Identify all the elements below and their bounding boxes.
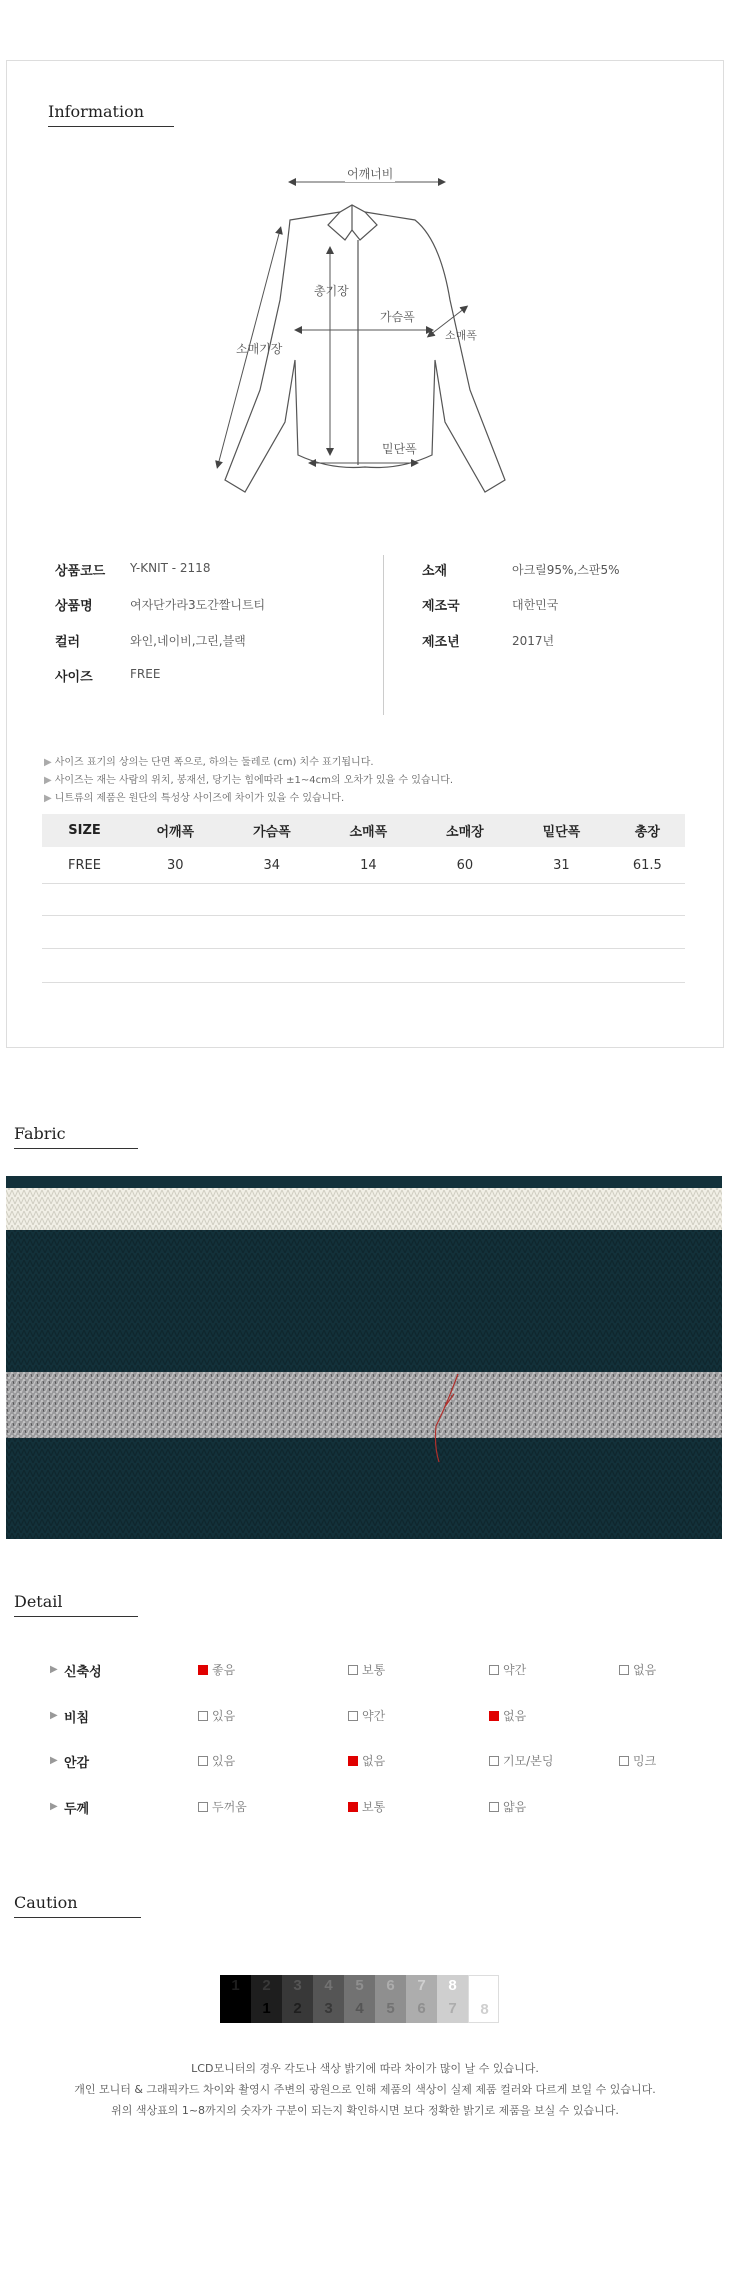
table-cell: 61.5 [610, 847, 685, 884]
swatch-number-bottom: 3 [324, 2000, 333, 2017]
checkbox-icon [198, 1711, 208, 1721]
swatch-number-top: 8 [448, 1977, 457, 1994]
note-item: ▶ 니트류의 제품은 원단의 특성상 사이즈에 차이가 있을 수 있습니다. [44, 793, 345, 804]
spec-color-label: 컬러 [55, 635, 81, 650]
table-header-cell: 밑단폭 [513, 814, 610, 847]
table-cell: FREE [42, 847, 127, 884]
row-bullet-icon: ▶ [50, 1710, 58, 1721]
table-empty-row-line [42, 915, 685, 916]
swatch-number-bottom: 1 [262, 2000, 271, 2017]
transparency-option[interactable]: 있음 [198, 1707, 235, 1724]
swatch-number-bottom: 2 [293, 2000, 302, 2017]
caution-line: 위의 색상표의 1~8까지의 숫자가 구분이 되는지 확인하시면 보다 정확한 밝기로 제품을 보실 수 있습니다. [111, 2104, 619, 2117]
table-header-cell: 어깨폭 [127, 814, 224, 847]
spec-code-value: Y-KNIT - 2118 [130, 561, 211, 575]
detail-label-elasticity: 신축성 [64, 1665, 102, 1680]
table-header-cell: 소매장 [417, 814, 514, 847]
table-header-cell: 총장 [610, 814, 685, 847]
size-table-header [42, 814, 685, 847]
spec-country-value: 대한민국 [512, 598, 559, 612]
detail-label-lining: 안감 [64, 1756, 90, 1771]
brightness-swatch [344, 1975, 375, 2023]
label-sleeve-length: 소매기장 [236, 342, 283, 356]
size-table [42, 814, 685, 884]
checkbox-icon [619, 1756, 629, 1766]
table-header-cell: SIZE [42, 814, 127, 847]
table-cell: 34 [224, 847, 321, 884]
table-header-cell: 소매폭 [320, 814, 417, 847]
detail-label-transparency: 비침 [64, 1711, 90, 1726]
elasticity-option[interactable]: 보통 [348, 1661, 385, 1678]
checkbox-icon [348, 1802, 358, 1812]
thickness-option[interactable]: 얇음 [489, 1798, 526, 1815]
spec-material-label: 소재 [422, 564, 448, 579]
swatch-number-top: 5 [355, 1977, 364, 1994]
swatch-number-bottom: 4 [355, 2000, 364, 2017]
checkbox-icon [489, 1756, 499, 1766]
caution-line: 개인 모니터 & 그래픽카드 차이와 촬영시 주변의 광원으로 인해 제품의 색상이 실제 제품 컬러와 다르게 보일 수 있습니다. [74, 2083, 656, 2096]
detail-title: Detail [14, 1592, 63, 1611]
swatch-number-top: 2 [262, 1977, 271, 1994]
spec-material-value: 아크릴95%,스판5% [512, 563, 620, 577]
thickness-option[interactable]: 두꺼움 [198, 1798, 247, 1815]
fabric-closeup-image [6, 1176, 722, 1539]
brightness-swatch [251, 1975, 282, 2023]
label-chest: 가슴폭 [380, 310, 415, 324]
swatch-number-bottom: 5 [386, 2000, 395, 2017]
fabric-title: Fabric [14, 1124, 66, 1143]
checkbox-icon [348, 1756, 358, 1766]
spec-year-label: 제조년 [422, 635, 460, 650]
spec-size-value: FREE [130, 667, 161, 681]
garment-measure-diagram [200, 160, 530, 500]
label-total-length: 총기장 [314, 284, 349, 298]
swatch-number-top: 1 [231, 1977, 240, 1994]
thickness-option[interactable]: 보통 [348, 1798, 385, 1815]
table-cell: 14 [320, 847, 417, 884]
lining-option[interactable]: 있음 [198, 1752, 235, 1769]
checkbox-icon [348, 1711, 358, 1721]
spec-year-value: 2017년 [512, 634, 555, 648]
checkbox-icon [489, 1665, 499, 1675]
swatch-number-bottom: 8 [480, 2001, 489, 2018]
note-item: ▶ 사이즈는 재는 사람의 위치, 봉재선, 당기는 힘에따라 ±1~4cm의 오차가 있을 수 있습니다. [44, 775, 454, 786]
table-header-cell: 가슴폭 [224, 814, 321, 847]
table-empty-row-line [42, 948, 685, 949]
checkbox-icon [198, 1802, 208, 1812]
detail-title-underline [14, 1616, 138, 1617]
row-bullet-icon: ▶ [50, 1755, 58, 1766]
checkbox-icon [489, 1802, 499, 1812]
spec-country-label: 제조국 [422, 599, 460, 614]
lining-option[interactable]: 없음 [348, 1752, 385, 1769]
elasticity-option[interactable]: 좋음 [198, 1661, 235, 1678]
elasticity-option[interactable]: 약간 [489, 1661, 526, 1678]
swatch-number-top: 4 [324, 1977, 333, 1994]
fabric-title-underline [14, 1148, 138, 1149]
spec-color-value: 와인,네이비,그린,블랙 [130, 634, 246, 648]
brightness-swatch [313, 1975, 344, 2023]
caution-title-underline [14, 1917, 141, 1918]
row-bullet-icon: ▶ [50, 1801, 58, 1812]
transparency-option[interactable]: 없음 [489, 1707, 526, 1724]
elasticity-option[interactable]: 없음 [619, 1661, 656, 1678]
lining-option[interactable]: 밍크 [619, 1752, 656, 1769]
row-bullet-icon: ▶ [50, 1664, 58, 1675]
spec-name-label: 상품명 [55, 599, 93, 614]
brightness-swatch [406, 1975, 437, 2023]
swatch-number-top: 7 [417, 1977, 426, 1994]
brightness-swatch [375, 1975, 406, 2023]
label-sleeve-width: 소매폭 [445, 329, 477, 342]
swatch-number-bottom: 7 [448, 2000, 457, 2017]
brightness-swatch [282, 1975, 313, 2023]
brightness-swatch [220, 1975, 251, 2023]
note-item: ▶ 사이즈 표기의 상의는 단면 폭으로, 하의는 둘레로 (cm) 치수 표기됩니다. [44, 757, 374, 768]
spec-code-label: 상품코드 [55, 564, 106, 579]
checkbox-icon [198, 1665, 208, 1675]
caution-title: Caution [14, 1893, 78, 1912]
detail-label-thickness: 두께 [64, 1802, 90, 1817]
spec-divider [383, 555, 384, 715]
table-cell: 60 [417, 847, 514, 884]
swatch-number-bottom: 6 [417, 2000, 426, 2017]
spec-name-value: 여자단가라3도간짤니트티 [130, 598, 266, 612]
brightness-swatch [437, 1975, 468, 2023]
information-title-underline [48, 126, 174, 127]
swatch-number-top: 6 [386, 1977, 395, 1994]
table-empty-row-line [42, 982, 685, 983]
label-hem: 밑단폭 [382, 442, 417, 456]
lining-option[interactable]: 기모/본딩 [489, 1752, 553, 1769]
table-cell: 30 [127, 847, 224, 884]
checkbox-icon [619, 1665, 629, 1675]
spec-size-label: 사이즈 [55, 670, 93, 685]
caution-line: LCD모니터의 경우 각도나 색상 밝기에 따라 차이가 많이 날 수 있습니다. [191, 2062, 539, 2075]
information-title: Information [48, 102, 145, 121]
table-row [42, 847, 685, 884]
label-shoulder: 어깨너비 [347, 167, 394, 181]
swatch-number-top: 3 [293, 1977, 302, 1994]
checkbox-icon [348, 1665, 358, 1675]
checkbox-icon [198, 1756, 208, 1766]
brightness-swatch [468, 1975, 499, 2023]
checkbox-icon [489, 1711, 499, 1721]
table-cell: 31 [513, 847, 610, 884]
transparency-option[interactable]: 약간 [348, 1707, 385, 1724]
